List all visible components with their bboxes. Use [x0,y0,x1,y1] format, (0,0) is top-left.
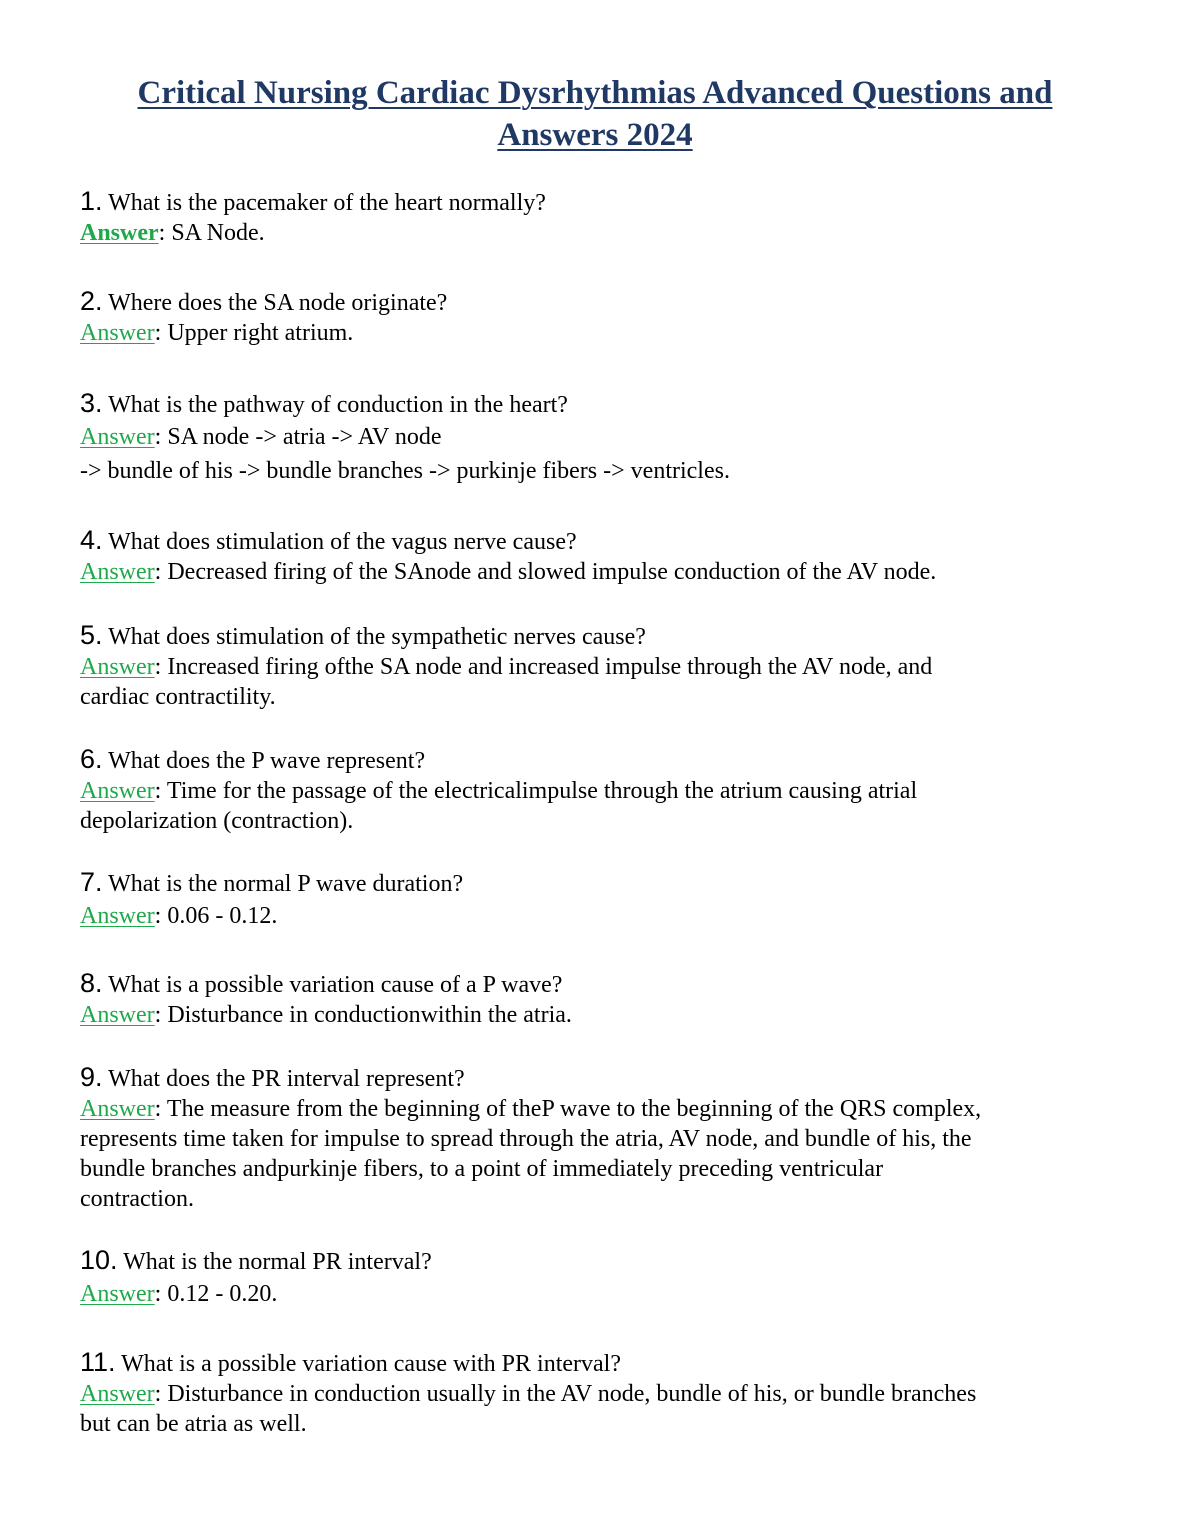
question-8 [80,968,1120,1000]
answer-7 [80,901,1120,931]
answer-separator: : [154,424,162,450]
qa-item-1 [80,186,1120,248]
answer-line: depolarization (contraction). [80,808,354,834]
answer-line: -> bundle of his -> bundle branches -> purkinje fibers -> ventricles. [80,458,730,484]
question-number: 3. [80,388,103,418]
answer-text: Decreased firing of the SAnode and slowed impulse conduction of the AV node. [167,559,937,585]
question-text: What is the normal PR interval? [123,1249,432,1275]
answer-line: cardiac contractility. [80,684,276,710]
question-2 [80,286,1120,318]
answer-label: Answer [80,559,155,585]
answer-6 [80,776,1120,836]
answer-text: The measure from the beginning of theP wave to the beginning of the QRS complex, [166,1096,982,1122]
answer-separator: : [154,320,162,346]
title-line-1: Critical Nursing Cardiac Dysrhythmias Advanced Questions and [137,75,1053,111]
question-text: What does stimulation of the vagus nerve cause? [108,529,577,555]
answer-line [80,420,1120,454]
qa-item-11 [80,1347,1120,1439]
question-number: 11. [80,1347,116,1377]
answer-label: Answer [80,1096,155,1122]
answer-2 [80,318,1120,348]
question-5 [80,620,1120,652]
question-9 [80,1062,1120,1094]
question-number: 10. [80,1245,118,1275]
question-3 [80,388,1120,420]
answer-label: Answer [80,320,155,346]
answer-separator: : [154,559,162,585]
qa-item-9 [80,1062,1120,1214]
question-number: 8. [80,968,103,998]
answer-separator: : [154,1281,162,1307]
answer-3 [80,420,1120,488]
question-text: What does the PR interval represent? [108,1066,465,1092]
answer-separator: : [158,220,166,246]
question-1 [80,186,1120,218]
answer-label: Answer [80,1281,155,1307]
question-text: What does stimulation of the sympathetic nerves cause? [108,624,646,650]
answer-4 [80,557,1120,587]
answer-text: Upper right atrium. [167,320,354,346]
question-text: Where does the SA node originate? [108,290,448,316]
question-number: 2. [80,286,103,316]
qa-item-4 [80,525,1120,587]
qa-item-10 [80,1245,1120,1309]
question-6 [80,744,1120,776]
question-text: What does the P wave represent? [108,748,426,774]
answer-10 [80,1279,1120,1309]
answer-text: 0.12 - 0.20. [167,1281,278,1307]
question-text: What is the pathway of conduction in the heart? [108,392,568,418]
answer-text: SA node -> atria -> AV node [167,424,442,450]
question-text: What is the pacemaker of the heart normally? [108,190,546,216]
question-number: 4. [80,525,103,555]
question-7 [80,867,1120,899]
answer-text: Increased firing ofthe SA node and increased impulse through the AV node, and [167,654,933,680]
answer-line [80,1094,1120,1124]
qa-item-3 [80,388,1120,488]
answer-separator: : [154,654,162,680]
question-number: 1. [80,186,103,216]
answer-8 [80,1000,1120,1030]
question-number: 5. [80,620,103,650]
answer-separator: : [154,1002,162,1028]
title-line-2: Answers 2024 [497,117,693,153]
answer-1 [80,218,1120,248]
question-10 [80,1245,1120,1277]
qa-item-5 [80,620,1120,712]
answer-line [80,652,1120,682]
answer-text: Disturbance in conductionwithin the atria. [167,1002,572,1028]
question-number: 7. [80,867,103,897]
answer-separator: : [154,778,162,804]
question-number: 6. [80,744,103,774]
qa-item-2 [80,286,1120,348]
answer-9 [80,1094,1120,1214]
answer-line: represents time taken for impulse to spread through the atria, AV node, and bundle of his, the [80,1126,972,1152]
document-title [80,72,1110,156]
qa-item-7 [80,867,1120,931]
answer-line [80,776,1120,806]
answer-line: contraction. [80,1186,194,1212]
answer-separator: : [154,903,162,929]
answer-11 [80,1379,1120,1439]
answer-label: Answer [80,424,155,450]
answer-text: 0.06 - 0.12. [167,903,278,929]
answer-label: Answer [80,1381,155,1407]
question-11 [80,1347,1120,1379]
question-text: What is a possible variation cause with PR interval? [121,1351,621,1377]
answer-label: Answer [80,778,155,804]
answer-line: bundle branches andpurkinje fibers, to a point of immediately preceding ventricular [80,1156,884,1182]
answer-label: Answer [80,1002,155,1028]
answer-text: Disturbance in conduction usually in the AV node, bundle of his, or bundle branches [167,1381,977,1407]
answer-text: SA Node. [171,220,265,246]
answer-label: Answer [80,903,155,929]
answer-label: Answer [80,654,155,680]
question-text: What is a possible variation cause of a P wave? [108,972,563,998]
answer-separator: : [154,1096,162,1122]
qa-item-6 [80,744,1120,836]
answer-line: but can be atria as well. [80,1411,307,1437]
answer-5 [80,652,1120,712]
qa-item-8 [80,968,1120,1030]
question-text: What is the normal P wave duration? [108,871,464,897]
answer-label: Answer [80,220,159,246]
question-number: 9. [80,1062,103,1092]
question-4 [80,525,1120,557]
answer-line [80,1379,1120,1409]
answer-text: Time for the passage of the electricalimpulse through the atrium causing atrial [166,778,918,804]
answer-separator: : [154,1381,162,1407]
